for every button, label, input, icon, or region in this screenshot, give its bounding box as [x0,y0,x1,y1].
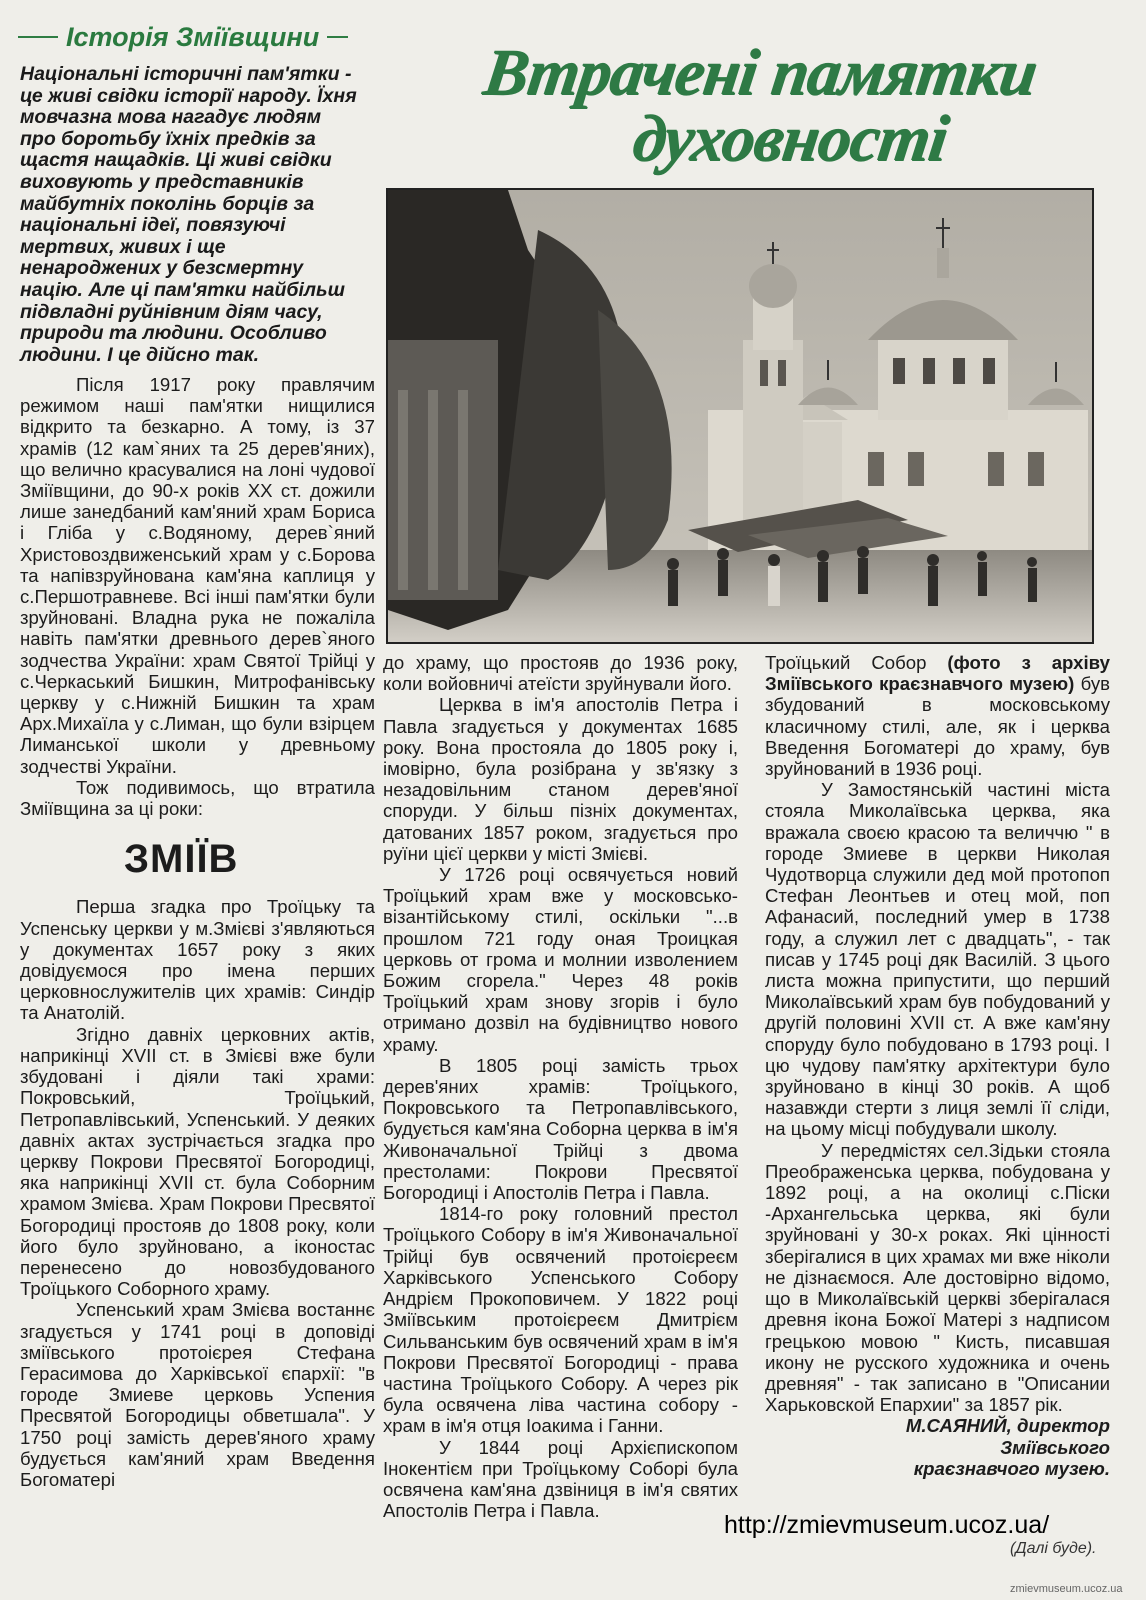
rubric-rule-right [327,36,348,38]
col2-paragraph-2: Церква в ім'я апостолів Петра і Павла згадується у документах 1685 року. Вона простояла до 1805 року і, імовірно, була розібрана у зв'язку з незадовільним станом дерев'яної споруди. У більш пізніх документах, датованих 1857 роком, згадується про руїни цієї церкви у місті Змієві. [383,694,738,864]
website-watermark-link[interactable]: http://zmievmuseum.ucoz.ua/ [724,1511,1050,1539]
col1-paragraph-5: Успенський храм Змієва востаннє згадується у 1741 році в доповіді зміївського протоієрея Стефана Герасимова до Харківської єпархії: "в городе Змиеве церковь Успения Пресвятой Богородицы обветшала". У 1750 році замість дерев'яного храму будується кам'яний храм Введення Богоматері [20,1299,375,1490]
col2-paragraph-4: В 1805 році замість трьох дерев'яних храмів: Троїцького, Покровського та Петропавлівського, будується кам'яна Соборна церква в ім'я Живоначальної Трійці з двома престолами: Покрови Пресвятої Богородиці і Апостолів Петра і Павла. [383,1054,738,1204]
col2-paragraph-5: 1814-го року головний престол Троїцького Собору в ім'я Живоначальної Трійці був освячений протоієреєм Харківського Успенського Собору Андрієм Прокоповичем. У 1822 році Зміївським протоієреєм Дмитрієм Сильванським був освячений храм в ім'я Покрови Пресвятої Богородиці - права частина Троїцького Собору. А через рік була освячена ліва частина собору - храм в ім'я отця Іоакима і Ганни. [383,1203,738,1437]
col3-paragraph-3: У передмістях сел.Зідьки стояла Преображенська церква, побудована у 1892 році, а на околиці с.Піски -Архангельська церква, які були зруйновані у 30-х роках. Які цінності зберігалися в цих храмах ми вже ніколи не дізнаємося. Але достовірно відомо, що в Миколаївській церкві зберігалася древня ікона Божої Матері з надписом грецькою мовою " Кисть, писавшая икону не русского художника и очень древняя" - так записано в "Описании Харьковской Епархии" за 1857 рік. [765,1139,1110,1416]
column-3 [765,652,1110,1480]
headline-line-1: Втрачені памятки [479,36,1041,109]
headline-line-2: духовності [628,102,952,175]
cathedral-photo [386,188,1094,644]
col3-paragraph-2: У Замостянській частині міста стояла Миколаївська церква, яка вражала своєю красою та величчю " в городе Змиеве в церкви Николая Чудотворца служили дед мой протопоп Стефан Леонтьев и отец мой, поп Афанасий, последний умер в 1738 году, а служил лет с двадцать", - так писав у 1745 році дяк Василій. З цього листа можна припустити, що перший Миколаївський храм був побудований у другій половині XVII ст. А вже кам'яну споруду було побудовано в 1793 році. І цю чудову пам'ятку архітектури було зруйновано в кінці 30 років. А щоб назавжди стерти з лиця землі її сліди, на цьому місці побудували школу. [765,779,1110,1140]
col1-paragraph-3: Перша згадка про Троїцьку та Успенську церкви у м.Змієві з'являються у документах 1657 року з яких довідуємося про імена перших церковнослужителів цих храмів: Синдір та Анатолій. [20,896,375,1024]
col3-paragraph-1 [765,652,1110,779]
col2-paragraph-1: до храму, що простояв до 1936 року, коли войовничі атеїсти зруйнували його. [383,652,738,695]
photo-caption-subject: Троїцький Собор [765,652,948,673]
lead-paragraph: Національні історичні пам'ятки - це живі свідки історії народу. Їхня мовчазна мова нагадує людям про боротьбу їхніх предків за щастя нащадків. Ці живі свідки виховують у представників майбутніх поколінь борців за національні ідеї, повязуючі мертвих, живих і ще ненароджених у безсмертну націю. Але ці пам'ятки найбільш підвладні руйнівним діям часу, природи та людини. Особливо людини. І це дійсно так. [20,63,357,366]
signature-line-3: краєзнавчого музею. [913,1458,1110,1480]
signature-line-2: Зміївського [1000,1436,1110,1458]
cathedral-photo-illustration [388,190,1092,642]
col1-paragraph-1: Після 1917 року правлячим режимом наші пам'ятки нищилися відкрито та безкарно. А тому, із 37 храмів (12 кам`яних та 25 дерев'яних), що велично красувалися на лоні чудової Зміївщини, до 90-х років ХХ ст. дожили лише занедбаний кам'яний храм Бориса і Гліба у с.Водяному, дерев`яний Христовоздвиженський храм у с.Борова та напівзруйнована кам'яна каплиця у с.Першотравневе. Всі інші пам'ятки були зруйновані. Владна рука не пожаліла навіть пам'ятки древнього дерев`яного зодчества України: храм Святої Трійці у с.Черкаський Бишкин, Митрофанівську церкву у с.Нижній Бишкин та храм Арх.Михаїла у с.Лиман, що були взірцем Лиманської школи у древньому зодчестві України. [20,374,375,777]
photo-credit: (фото з архіву Зміївського краєзнавчого музею) [765,652,1110,695]
continued-note: (Далі буде). [1010,1540,1097,1557]
section-rubric [18,22,348,52]
author-signature [765,1415,1110,1479]
column-1 [20,374,375,1490]
col2-paragraph-6: У 1844 році Архієпископом Інокентієм при Троїцькому Соборі була освячена кам'яна дзвіниця в ім'я святих Апостолів Петра і Павла. [383,1436,738,1522]
rubric-rule-left [18,36,58,38]
rubric-title: Історія Зміївщини [66,21,320,52]
column-2 [383,652,738,1521]
signature-line-1: М.САЯНИЙ, директор [905,1415,1110,1437]
col1-paragraph-2: Тож подивимось, що втратила Зміївщина за ці роки: [20,776,375,820]
footer-url: zmievmuseum.ucoz.ua [1010,1583,1123,1595]
col2-paragraph-3: У 1726 році освячується новий Троїцький храм вже у московсько-візантійському стилі, оскільки "...в прошлом 721 году оная Троицкая церковь от грома и молнии изволением Божим сгорела." Через 48 років Троїцький храм знову згорів і було отримано дозвіл на будівництво нового храму. [383,864,738,1055]
col1-paragraph-4: Згідно давніх церковних актів, наприкінці XVII ст. в Змієві вже були збудовані і діяли такі храми: Покровський, Троїцький, Петропавлівський, Успенський. У деяких давніх актах зустрічається згадка про церкву Покрови Пресвятої Богородиці, яка наприкінці XVII ст. була Соборним храмом Змієва. Храм Покрови Пресвятої Богородиці простояв до 1808 року, коли його було зруйновано, а іконостас перенесено до новозбудованого Троїцького Соборного храму. [20,1023,375,1300]
section-subhead: ЗМІЇВ [124,837,239,882]
col3-paragraph-1-rest: був збудований в московському класичному стилі, але, як і церква Введення Богоматері до храму, був зруйнований в 1936 році. [765,673,1110,780]
article-headline [395,36,1125,180]
